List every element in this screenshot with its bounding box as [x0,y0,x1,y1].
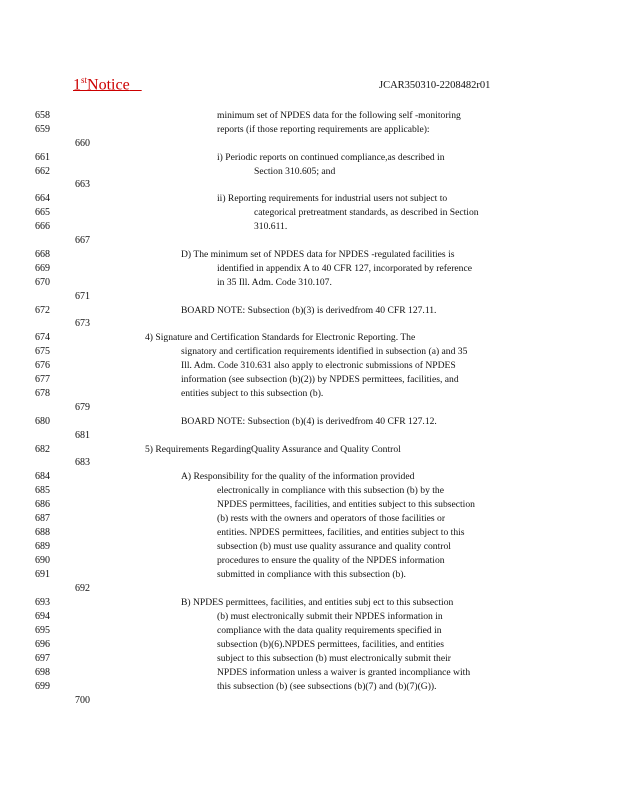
line-number: 684 [35,471,50,482]
line-number: 688 [35,527,50,538]
line-number: 672 [35,305,50,316]
line-text: A) Responsibility for the quality of the information provided [181,471,415,482]
line-text: subsection (b)(6).NPDES permittees, facilities, and entities [217,639,444,650]
line-text: information (see subsection (b)(2)) by NPDES permittees, facilities, and [181,374,459,385]
line-text: compliance with the data quality requirements specified in [217,625,442,636]
line-number: 668 [35,249,50,260]
line-number: 675 [35,346,50,357]
line-number: 682 [35,444,50,455]
line-text: reports (if those reporting requirements are applicable): [217,124,430,135]
line-number: 663 [75,179,90,190]
line-text: 310.611. [254,221,288,232]
line-text: identified in appendix A to 40 CFR 127, incorporated by reference [217,263,472,274]
line-text: subject to this subsection (b) must electronically submit their [217,653,451,664]
line-number: 673 [75,318,90,329]
line-text: B) NPDES permittees, facilities, and entities subj ect to this subsection [181,597,454,608]
line-text: entities subject to this subsection (b). [181,388,324,399]
line-number: 697 [35,653,50,664]
line-text: D) The minimum set of NPDES data for NPDES -regulated facilities is [181,249,455,260]
line-number: 700 [75,695,90,706]
line-number: 691 [35,569,50,580]
line-text: electronically in compliance with this subsection (b) by the [217,485,444,496]
line-number: 664 [35,193,50,204]
notice-word: Notice [87,76,130,94]
line-number: 670 [35,277,50,288]
line-number: 676 [35,360,50,371]
line-number: 665 [35,207,50,218]
line-text: signatory and certification requirements identified in subsection (a) and 35 [181,346,468,357]
line-number: 687 [35,513,50,524]
line-number: 695 [35,625,50,636]
line-number: 683 [75,457,90,468]
line-text: NPDES permittees, facilities, and entities subject to this subsection [217,499,475,510]
notice-ordinal-suffix: st [81,75,88,85]
line-number: 666 [35,221,50,232]
line-text: in 35 Ill. Adm. Code 310.107. [217,277,332,288]
line-number: 662 [35,166,50,177]
line-text: BOARD NOTE: Subsection (b)(4) is derivedfrom 40 CFR 127.12. [181,416,437,427]
line-number: 669 [35,263,50,274]
line-number: 692 [75,583,90,594]
line-number: 689 [35,541,50,552]
line-text: this subsection (b) (see subsections (b)(7) and (b)(7)(G)). [217,681,437,692]
line-text: subsection (b) must use quality assurance and quality control [217,541,451,552]
line-text: (b) must electronically submit their NPDES information in [217,611,443,622]
line-text: BOARD NOTE: Subsection (b)(3) is derivedfrom 40 CFR 127.11. [181,305,437,316]
line-number: 658 [35,110,50,121]
line-number: 681 [75,430,90,441]
line-text: (b) rests with the owners and operators of those facilities or [217,513,446,524]
line-number: 677 [35,374,50,385]
line-text: entities. NPDES permittees, facilities, and entities subject to this [217,527,465,538]
line-number: 659 [35,124,50,135]
line-number: 674 [35,332,50,343]
line-text: Ill. Adm. Code 310.631 also apply to electronic submissions of NPDES [181,360,456,371]
line-number: 680 [35,416,50,427]
line-text: Section 310.605; and [254,166,336,177]
line-text: procedures to ensure the quality of the NPDES information [217,555,445,566]
line-text: minimum set of NPDES data for the following self -monitoring [217,110,461,121]
line-text: categorical pretreatment standards, as described in Section [254,207,479,218]
line-text: 5) Requirements RegardingQuality Assurance and Quality Control [145,444,401,455]
line-text: ii) Reporting requirements for industrial users not subject to [217,193,448,204]
line-number: 660 [75,138,90,149]
line-number: 690 [35,555,50,566]
line-text: i) Periodic reports on continued compliance,as described in [217,152,445,163]
line-number: 678 [35,388,50,399]
line-number: 661 [35,152,50,163]
line-number: 698 [35,667,50,678]
first-notice-header [73,75,142,94]
line-number: 696 [35,639,50,650]
line-number: 686 [35,499,50,510]
line-number: 685 [35,485,50,496]
line-text: 4) Signature and Certification Standards for Electronic Reporting. The [145,332,416,343]
line-text: submitted in compliance with this subsection (b). [217,569,406,580]
line-number: 694 [35,611,50,622]
line-number: 679 [75,402,90,413]
notice-number: 1 [73,76,81,94]
line-number: 671 [75,291,90,302]
line-number: 693 [35,597,50,608]
line-text: NPDES information unless a waiver is granted incompliance with [217,667,471,678]
line-number: 667 [75,235,90,246]
document-id: JCAR350310-2208482r01 [379,80,491,91]
line-number: 699 [35,681,50,692]
